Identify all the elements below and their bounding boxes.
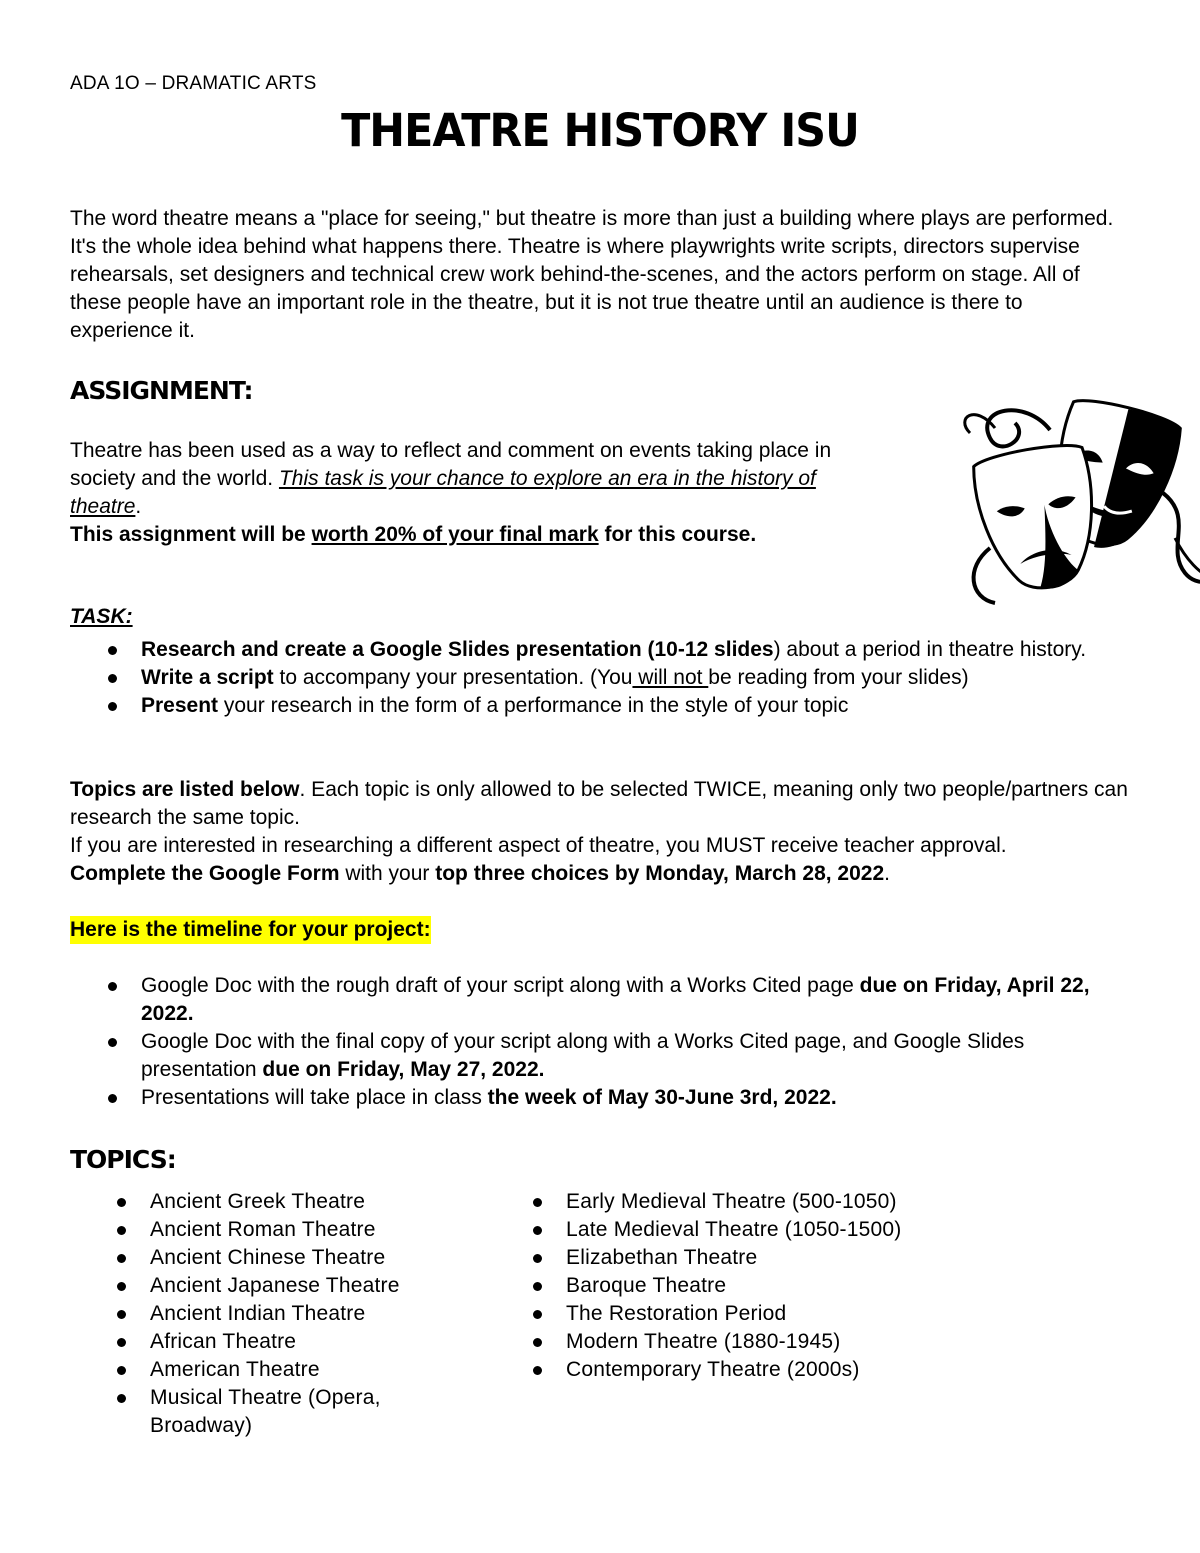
topics-rule: Topics are listed below. Each topic is only allowed to be selected TWICE, meaning only two people/partners can research the same topic. [70, 778, 1128, 829]
worth-post: for this course. [598, 523, 757, 546]
topics-info [70, 776, 1130, 888]
list-item: Elizabethan Theatre [566, 1244, 1066, 1272]
list-item: The Restoration Period [566, 1300, 1066, 1328]
list-item: American Theatre [150, 1356, 470, 1384]
task-heading: TASK: [70, 605, 133, 628]
assignment-heading: ASSIGNMENT: [70, 376, 253, 405]
assignment-body [70, 437, 870, 549]
list-item: Ancient Greek Theatre [150, 1188, 470, 1216]
list-item: Write a script to accompany your presentation. (You will not be reading from your slides) [141, 664, 1126, 692]
timeline-list [141, 972, 1126, 1112]
intro-paragraph: The word theatre means a "place for seeing," but theatre is more than just a building where plays are performed. It's the whole idea behind what happens there. Theatre is where playwrights write scripts, directors supervise rehearsals, set designers and technical crew work behind-the-scenes, and the actors perform on stage. All of these people have an important role in the theatre, but it is not true theatre until an audience is there to experience it. [70, 207, 1114, 342]
worth-pre: This assignment will be [70, 523, 312, 546]
list-item: Ancient Indian Theatre [150, 1300, 470, 1328]
task-list [141, 636, 1126, 720]
assignment-worth [70, 521, 870, 549]
list-item: Late Medieval Theatre (1050-1500) [566, 1216, 1066, 1244]
assignment-text: Theatre has been used as a way to reflect and comment on events taking place in society and the world. [70, 439, 832, 490]
google-form-instruction: Complete the Google Form with your top three choices by Monday, March 28, 2022. [70, 862, 890, 885]
assignment-italic-text: This task is your chance to explore an era in the history of theatre [70, 467, 816, 518]
theatre-masks-icon [935, 398, 1200, 610]
list-item: Google Doc with the rough draft of your script along with a Works Cited page due on Friday, April 22, 2022. [141, 972, 1126, 1028]
page-title: THEATRE HISTORY ISU [341, 104, 859, 157]
topics-heading: TOPICS: [70, 1145, 176, 1174]
list-item: Baroque Theatre [566, 1272, 1066, 1300]
list-item: Musical Theatre (Opera, Broadway) [150, 1384, 440, 1440]
course-code: ADA 1O – DRAMATIC ARTS [70, 73, 317, 94]
list-item: Research and create a Google Slides presentation (10-12 slides) about a period in theatre history. [141, 636, 1126, 664]
list-item: Early Medieval Theatre (500-1050) [566, 1188, 1066, 1216]
list-item: Ancient Roman Theatre [150, 1216, 470, 1244]
assignment-paragraph [70, 437, 870, 521]
list-item: Google Doc with the final copy of your script along with a Works Cited page, and Google Slides presentation due on Friday, May 27, 2022. [141, 1028, 1126, 1084]
topics-list-left [150, 1188, 470, 1440]
assignment-text-end: . [135, 495, 142, 518]
list-item: Present your research in the form of a performance in the style of your topic [141, 692, 1126, 720]
list-item: Modern Theatre (1880-1945) [566, 1328, 1066, 1356]
timeline-label: Here is the timeline for your project: [70, 916, 431, 944]
list-item: African Theatre [150, 1328, 470, 1356]
worth-underlined: worth 20% of your final mark [311, 523, 599, 546]
list-item: Ancient Japanese Theatre [150, 1272, 470, 1300]
topics-list-right [566, 1188, 1066, 1384]
list-item: Presentations will take place in class the week of May 30-June 3rd, 2022. [141, 1084, 1126, 1112]
list-item: Contemporary Theatre (2000s) [566, 1356, 1066, 1384]
list-item: Ancient Chinese Theatre [150, 1244, 470, 1272]
teacher-approval-note: If you are interested in researching a different aspect of theatre, you MUST receive teacher approval. [70, 834, 1007, 857]
